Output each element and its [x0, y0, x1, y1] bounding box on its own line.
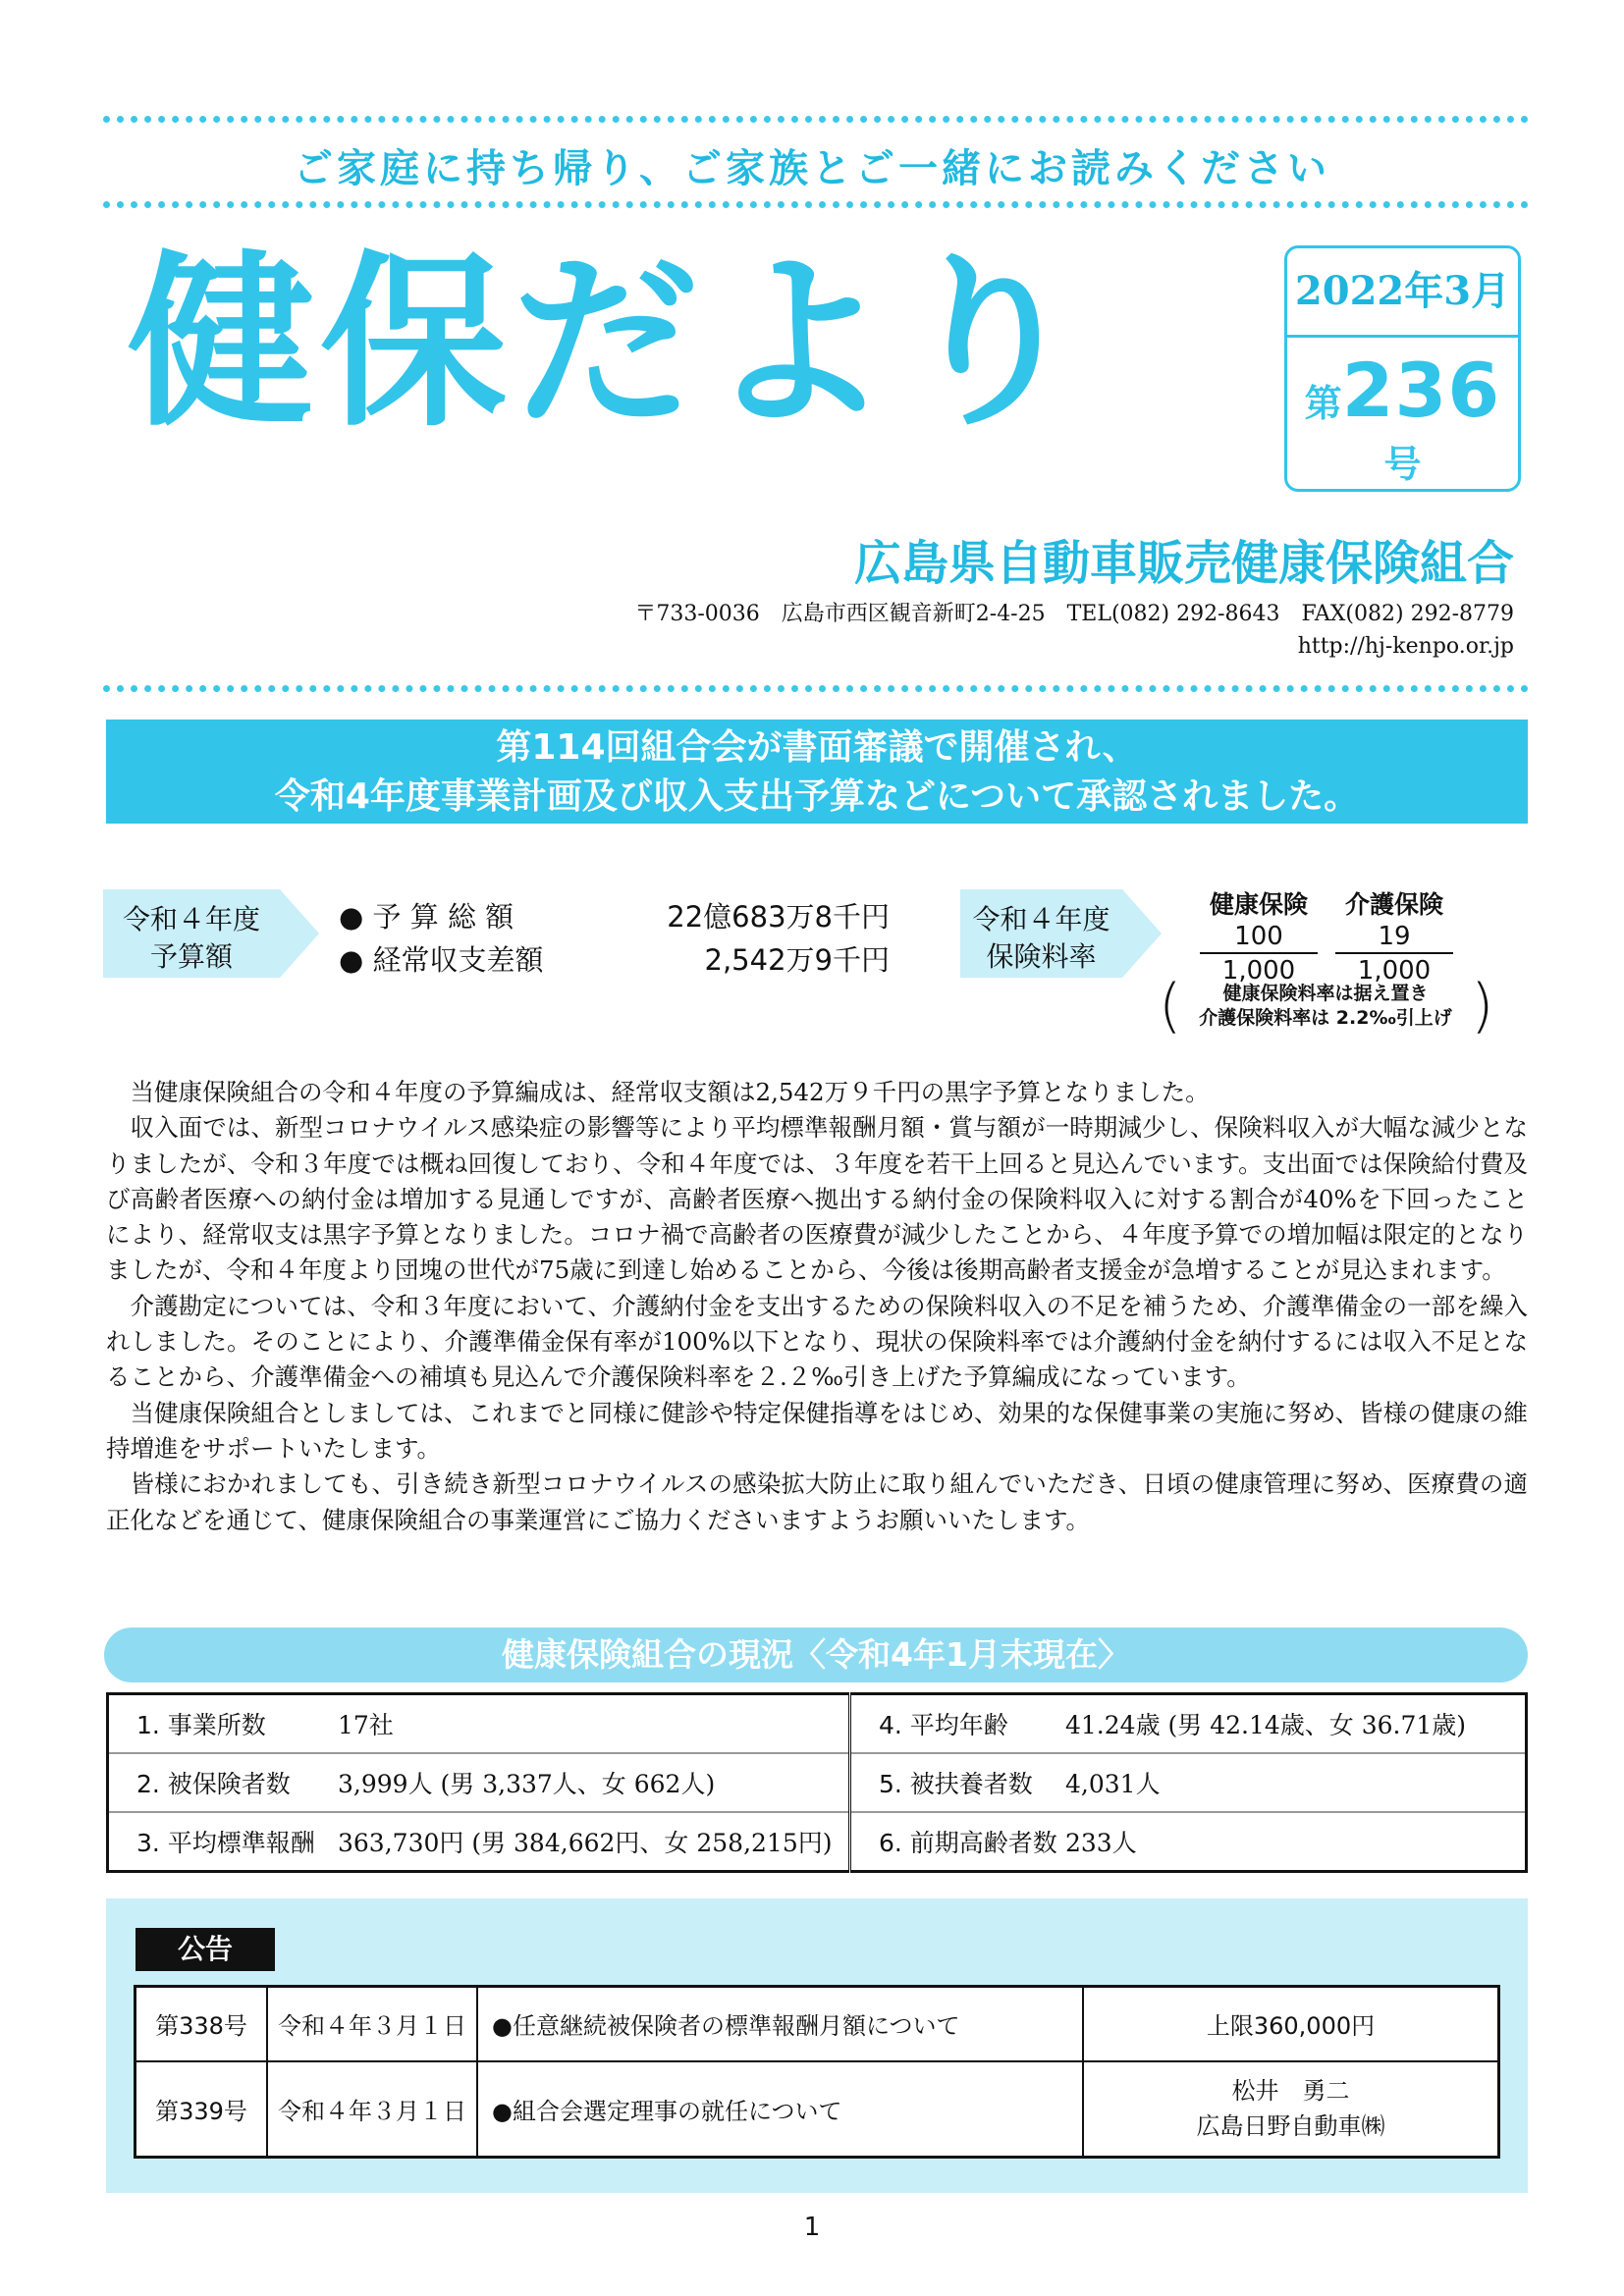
rates-label: [960, 889, 1122, 978]
tagline-dotted-divider: [103, 201, 1529, 208]
health-rate-numerator: 100: [1200, 921, 1318, 954]
rates-note-open-paren: (: [1159, 972, 1182, 1041]
notice-number: 第339号: [135, 2061, 268, 2158]
budget-label-arrow: [280, 889, 319, 978]
notice-detail-line-2: 広島日野自動車㈱: [1196, 2112, 1385, 2141]
top-dotted-divider: [103, 116, 1529, 123]
health-rate: [1200, 885, 1318, 988]
budget-item-total-label: ● 予 算 総 額: [339, 900, 514, 934]
status-table: [106, 1692, 1528, 1873]
table-row: [108, 1812, 1527, 1872]
article-paragraph: 介護勘定については、令和３年度において、介護納付金を支出するための保険料収入の不足を補うため、介護準備金の一部を繰入れしました。そのことにより、介護準備金保有率が100%以下となり、現状の保険料率では介護納付金を納付するには収入不足となることから、介護準備金への補填も見込んで介護保険料率を２.２‰引き上げた予算編成になっています。: [106, 1291, 1528, 1392]
article-paragraph: 当健康保険組合としましては、これまでと同様に健診や特定保健指導をはじめ、効果的な保健事業の実施に努め、皆様の健康の維持増進をサポートいたします。: [106, 1398, 1528, 1463]
stat-label: 4. 平均年齢: [879, 1711, 1008, 1739]
budget-label-line-2: 予算額: [149, 940, 233, 973]
issue-number: 236: [1341, 347, 1501, 434]
notice-tag: 公告: [135, 1928, 275, 1971]
stat-value: 233人: [1065, 1812, 1527, 1872]
stat-value: 41.24歳 (男 42.14歳、女 36.71歳): [1065, 1711, 1467, 1739]
rates-label-arrow: [1122, 889, 1162, 978]
stat-label: 5. 被扶養者数: [850, 1753, 1066, 1812]
article-paragraph: 皆様におかれましても、引き続き新型コロナウイルスの感染拡大防止に取り組んでいただき、日頃の健康管理に努め、医療費の適正化などを通じて、健康保険組合の事業運営にご協力くださいますようお願いいたします。: [106, 1469, 1528, 1534]
issue-date: 2022年3月: [1287, 248, 1518, 338]
stat-label: 2. 被保険者数: [108, 1753, 339, 1812]
organization-name: 広島県自動車販売健康保険組合: [853, 536, 1514, 591]
stat-value: 363,730円 (男 384,662円、女 258,215円): [338, 1812, 850, 1872]
budget-item-balance-value: 2,542万9千円: [704, 943, 890, 977]
stat-value: 4,031人: [1065, 1753, 1527, 1812]
health-rate-denominator: 1,000: [1221, 956, 1296, 986]
issue-suffix: 号: [1383, 443, 1422, 486]
rates-note: [1183, 982, 1468, 1031]
table-row: [108, 1753, 1527, 1812]
article-paragraph: 当健康保険組合の令和４年度の予算編成は、経常収支額は2,542万９千円の黒字予算となりました。: [130, 1078, 1210, 1106]
status-section-title: 健康保険組合の現況〈令和4年1月末現在〉: [104, 1628, 1528, 1682]
address-line: 〒733-0036 広島市西区観音新町2-4-25 TEL(082) 292-8643 FAX(082) 292-8779: [634, 602, 1514, 626]
table-row: [135, 2061, 1499, 2158]
health-rate-title: 健康保険: [1209, 890, 1308, 919]
page-number: 1: [803, 2213, 821, 2242]
notice-detail-line-1: 上限360,000円: [1206, 2012, 1376, 2041]
care-rate: [1335, 885, 1453, 988]
care-rate-denominator: 1,000: [1357, 956, 1432, 986]
notice-date: 令和４年３月１日: [267, 2061, 477, 2158]
issue-prefix: 第: [1304, 382, 1342, 425]
stat-value: 3,999人 (男 3,337人、女 662人): [338, 1753, 850, 1812]
notice-detail: [1083, 2061, 1499, 2158]
notice-detail-line-1: 松井 勇二: [1231, 2077, 1350, 2106]
tagline: ご家庭に持ち帰り、ご家族とご一緒にお読みください: [294, 146, 1330, 191]
issue-number-block: [1287, 347, 1518, 488]
rates-note-line-2: 介護保険料率は 2.2‰引上げ: [1199, 1007, 1452, 1029]
headline-banner: [106, 720, 1528, 824]
rates-label-line-1: 令和４年度: [972, 903, 1110, 935]
notice-subject: ●組合会選定理事の就任について: [477, 2061, 1083, 2158]
stat-label: 6. 前期高齢者数: [850, 1812, 1066, 1872]
notice-table: [134, 1985, 1500, 2159]
headline-line-1: 第114回組合会が書面審議で開催され、: [496, 727, 1138, 768]
rates-label-line-2: 保険料率: [986, 940, 1097, 973]
website-link[interactable]: http://hj-kenpo.or.jp: [1297, 634, 1514, 659]
issue-box: [1284, 245, 1521, 492]
article-paragraph: 収入面では、新型コロナウイルス感染症の影響等により平均標準報酬月額・賞与額が一時期減少し、保険料収入が大幅な減少となりましたが、令和３年度では概ね回復しており、令和４年度では、３年度を若干上回ると見込んでいます。支出面では保険給付費及び高齢者医療への納付金は増加する見通しですが、高齢者医療へ拠出する納付金の保険料収入に対する割合が40%を下回ったことにより、経常収支は黒字予算となりました。コロナ禍で高齢者の医療費が減少したことから、４年度予算での増加幅は限定的となりましたが、令和４年度より団塊の世代が75歳に到達し始めることから、今後は後期高齢者支援金が急増することが見込まれます。: [106, 1113, 1528, 1285]
table-row: [108, 1694, 1527, 1754]
budget-label: [103, 889, 280, 978]
rates-note-close-paren: ): [1471, 972, 1494, 1041]
care-rate-title: 介護保険: [1344, 890, 1443, 919]
header-dotted-divider: [103, 685, 1529, 692]
table-row: [135, 1987, 1499, 2061]
notice-date: 令和４年３月１日: [267, 1987, 477, 2061]
stat-value: 17社: [338, 1694, 850, 1754]
notice-number: 第338号: [135, 1987, 268, 2061]
notice-section: [106, 1898, 1528, 2193]
budget-item-total-value: 22億683万8千円: [667, 900, 890, 934]
budget-item-balance-label: ● 経常収支差額: [339, 943, 544, 977]
article-body: [106, 1075, 1528, 1538]
notice-subject: ●任意継続被保険者の標準報酬月額について: [477, 1987, 1083, 2061]
stat-label: 1. 事業所数: [136, 1711, 266, 1739]
care-rate-numerator: 19: [1335, 921, 1453, 954]
rates-note-line-1: 健康保険料率は据え置き: [1222, 983, 1429, 1004]
headline-line-2: 令和4年度事業計画及び収入支出予算などについて承認されました。: [274, 776, 1360, 817]
stat-label: 3. 平均標準報酬: [108, 1812, 339, 1872]
notice-detail: [1083, 1987, 1499, 2061]
budget-label-line-1: 令和４年度: [122, 903, 260, 935]
masthead-title: 健保だより: [128, 235, 1091, 452]
